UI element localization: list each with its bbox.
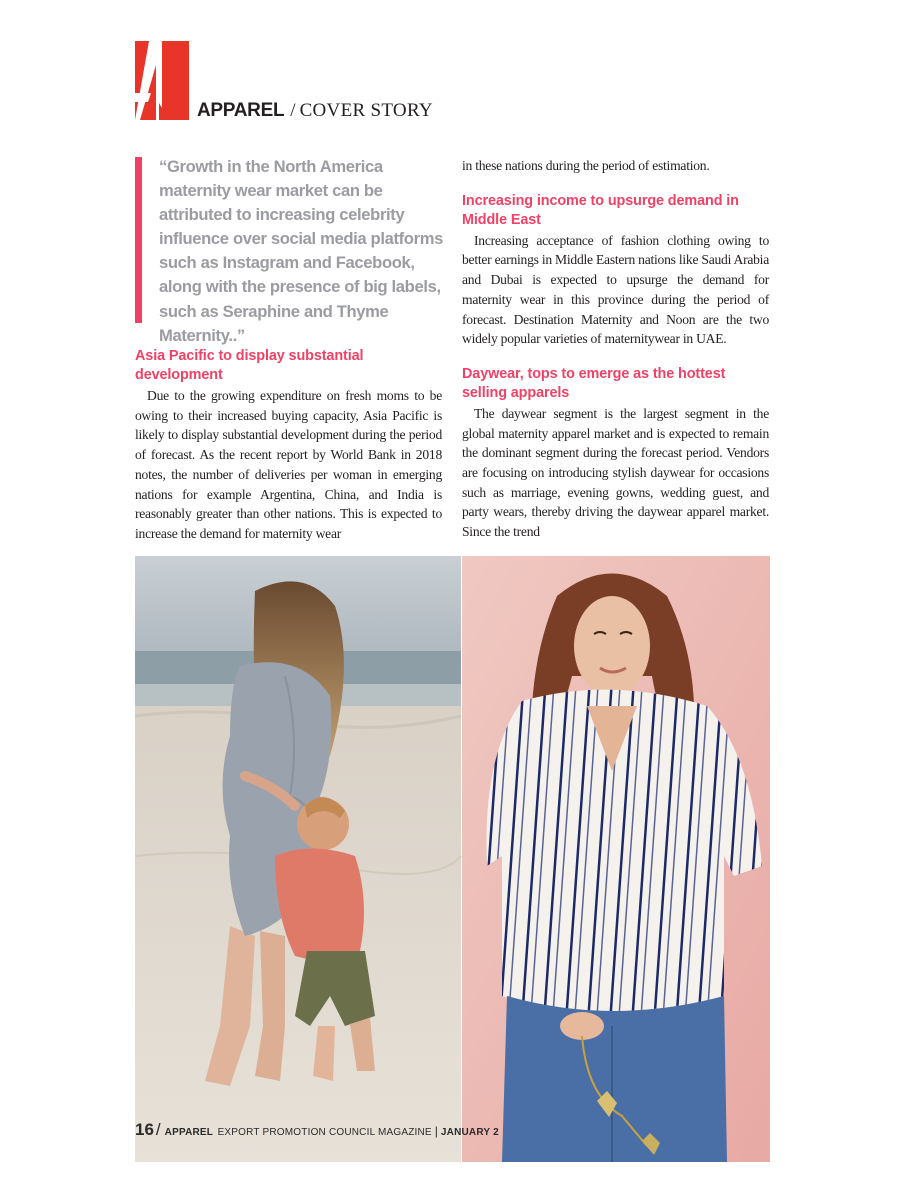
photo-mother-child-beach [135, 556, 461, 1162]
right-column [462, 156, 769, 542]
footer-publication: EXPORT PROMOTION COUNCIL MAGAZINE [217, 1127, 432, 1138]
footer-brand: APPAREL [164, 1127, 214, 1138]
header-separator: / [290, 100, 296, 121]
paragraph-asia-pacific: Due to the growing expenditure on fresh moms to be owing to their increased buying capacity, Asia Pacific is likely to display substantial development during the period of forecast. As the recent report by World Bank in 2018 notes, the number of deliveries per woman in emerging nations for example Argentina, China, and India is reasonably greater than other nations. This is expected to increase the demand for maternity wear [135, 388, 442, 541]
footer-separator: / [155, 1120, 161, 1139]
heading-daywear: Daywear, tops to emerge as the hottest selling apparels [462, 365, 726, 401]
paragraph-daywear: The daywear segment is the largest segment in the global maternity apparel market and is expected to remain the dominant segment during the forecast period. Vendors are focusing on introducing stylish daywear for occasions such as marriage, evening gowns, wedding guest, and party wears, thereby driving the daywear apparel market. Since the trend [462, 405, 769, 540]
photo-woman-striped-top [462, 556, 770, 1162]
header-brand: APPAREL [197, 100, 285, 121]
heading-asia-pacific: Asia Pacific to display substantial development [135, 348, 364, 383]
pull-quote: “Growth in the North America maternity wear market can be attributed to increasing celebrity influence over social media platforms such as Instagram and Facebook, along with the presence of big labels, such as Seraphine and Thyme Maternity..” [159, 157, 443, 345]
page-header [197, 100, 433, 122]
apparel-logo-icon [135, 41, 189, 120]
page-footer [135, 1120, 499, 1140]
pull-quote-bar [135, 157, 142, 323]
footer-date: JANUARY 2 [440, 1127, 499, 1138]
paragraph-continuation: in these nations during the period of estimation. [462, 158, 710, 173]
left-column [135, 347, 442, 544]
page-number: 16 [135, 1120, 154, 1139]
footer-bar: | [434, 1124, 438, 1138]
paragraph-middle-east: Increasing acceptance of fashion clothing owing to better earnings in Middle Eastern nations like Saudi Arabia and Dubai is expected to upsurge the demand for maternity wear in this province during the period of forecast. Destination Maternity and Noon are the two widely popular varieties of maternitywear in UAE. [462, 232, 769, 347]
header-section: COVER STORY [299, 100, 433, 121]
heading-middle-east: Increasing income to upsurge demand in Middle East [462, 192, 739, 228]
